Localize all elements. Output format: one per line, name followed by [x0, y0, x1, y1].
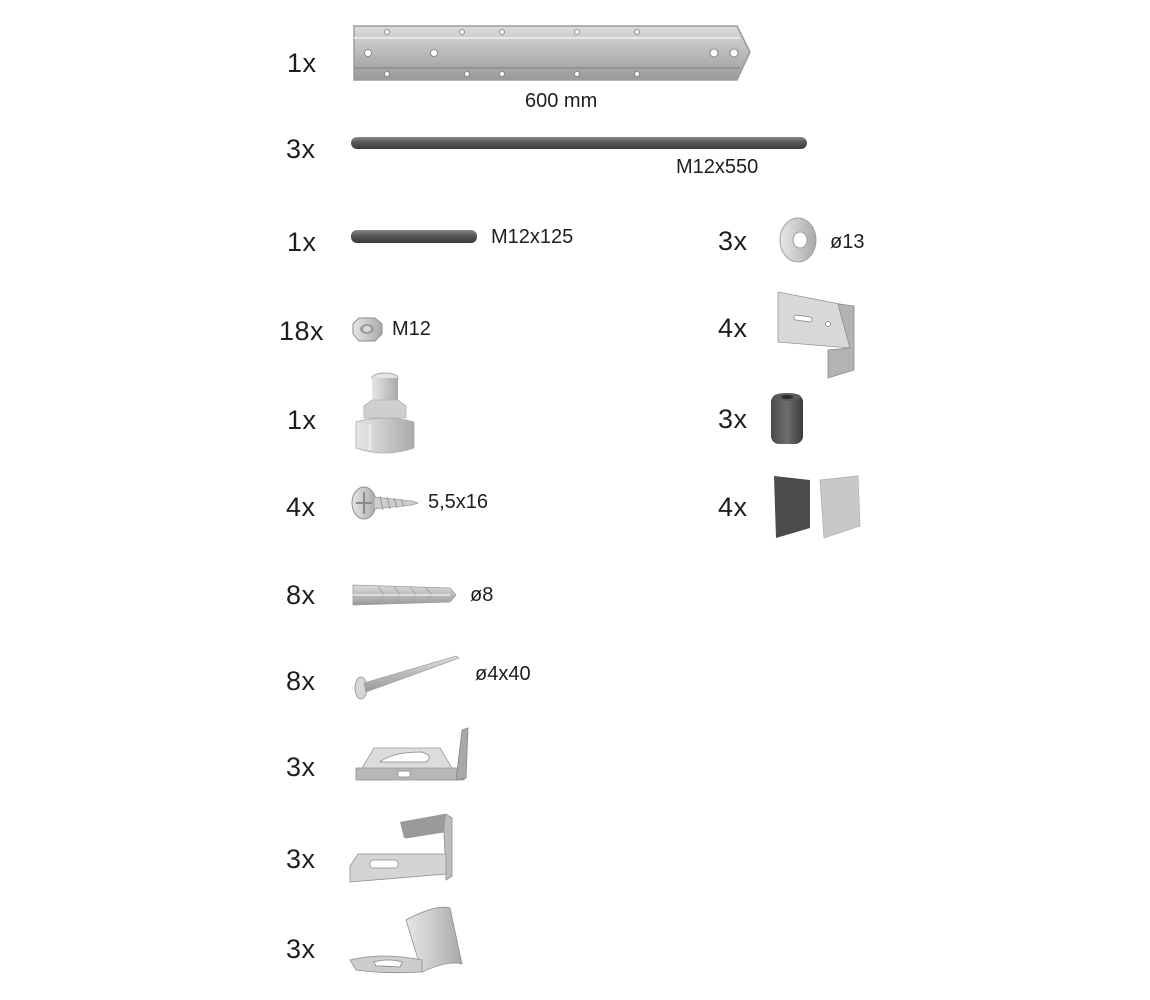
quantity-rod-short: 1x	[287, 227, 317, 257]
angle-bracket-icon	[772, 290, 862, 382]
label-screw: 5,5x16	[428, 491, 489, 513]
quantity-nail: 8x	[286, 666, 316, 696]
bracket-c-icon	[348, 900, 468, 980]
wall-plug-icon	[350, 580, 460, 610]
quantity-nut: 18x	[279, 316, 325, 346]
quantity-rail: 1x	[287, 48, 317, 78]
pads-icon	[770, 472, 865, 544]
quantity-bracket-a: 3x	[286, 752, 316, 782]
label-nail: ø4x40	[475, 663, 531, 685]
quantity-screw: 4x	[286, 492, 316, 522]
quantity-rubber-sleeve: 3x	[718, 404, 748, 434]
quantity-wall-plug: 8x	[286, 580, 316, 610]
quantity-washer: 3x	[718, 226, 748, 256]
quantity-bracket-b: 3x	[286, 844, 316, 874]
hex-nut-icon	[349, 316, 385, 344]
label-washer: ø13	[830, 231, 865, 253]
threaded-rod-long-icon	[350, 136, 810, 152]
label-rod-long: M12x550	[676, 156, 759, 178]
rubber-sleeve-icon	[768, 390, 808, 450]
screw-icon	[350, 484, 420, 524]
quantity-bracket-c: 3x	[286, 934, 316, 964]
quantity-rod-long: 3x	[286, 134, 316, 164]
spacer-sleeve-icon	[350, 366, 420, 456]
washer-icon	[774, 216, 824, 266]
nail-icon	[350, 650, 465, 704]
quantity-spacer: 1x	[287, 405, 317, 435]
bracket-b-icon	[348, 808, 468, 888]
label-wall-plug: ø8	[470, 584, 494, 606]
quantity-pads: 4x	[718, 492, 748, 522]
threaded-rod-short-icon	[350, 229, 480, 245]
bracket-a-icon	[352, 726, 472, 786]
label-rod-short: M12x125	[491, 226, 574, 248]
mounting-rail-icon	[352, 24, 752, 84]
quantity-angle-bracket: 4x	[718, 313, 748, 343]
label-nut: M12	[392, 318, 431, 340]
label-rail: 600 mm	[525, 90, 598, 112]
